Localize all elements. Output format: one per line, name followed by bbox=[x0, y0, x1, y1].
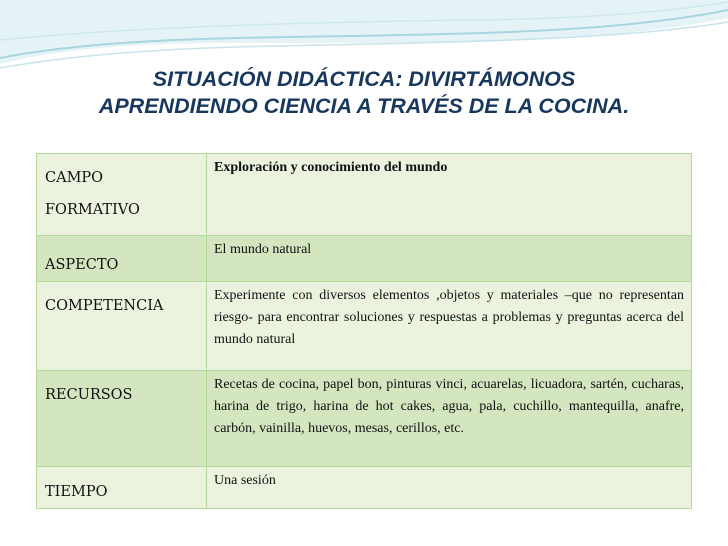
table-row bbox=[37, 236, 692, 282]
row-label-competencia: COMPETENCIA bbox=[37, 282, 207, 371]
row-value-competencia: Experimente con diversos elementos ,objetos y materiales –que no representan riesgo- para encontrar soluciones y respuestas a problemas y preguntas acerca del mundo natural bbox=[207, 282, 692, 371]
page-title bbox=[0, 66, 728, 120]
title-line-2: APRENDIENDO CIENCIA A TRAVÉS DE LA COCINA. bbox=[98, 94, 630, 118]
row-value-recursos: Recetas de cocina, papel bon, pinturas vinci, acuarelas, licuadora, sartén, cucharas, harina de trigo, harina de hot cakes, agua, pala, cuchillo, mantequilla, anafre, carbón, vainilla, huevos, mesas, cerillos, etc. bbox=[207, 371, 692, 467]
table-row bbox=[37, 371, 692, 467]
row-label-campo-formativo: CAMPO FORMATIVO bbox=[37, 154, 207, 236]
row-label-tiempo: TIEMPO bbox=[37, 467, 207, 509]
row-label-recursos: RECURSOS bbox=[37, 371, 207, 467]
row-label-aspecto: ASPECTO bbox=[37, 236, 207, 282]
row-value-tiempo: Una sesión bbox=[207, 467, 692, 509]
row-value-campo-formativo: Exploración y conocimiento del mundo bbox=[207, 154, 692, 236]
table-row bbox=[37, 282, 692, 371]
row-value-aspecto: El mundo natural bbox=[207, 236, 692, 282]
table-row bbox=[37, 467, 692, 509]
info-table bbox=[36, 153, 692, 509]
title-line-1: SITUACIÓN DIDÁCTICA: DIVIRTÁMONOS bbox=[152, 67, 576, 91]
table-row bbox=[37, 154, 692, 236]
